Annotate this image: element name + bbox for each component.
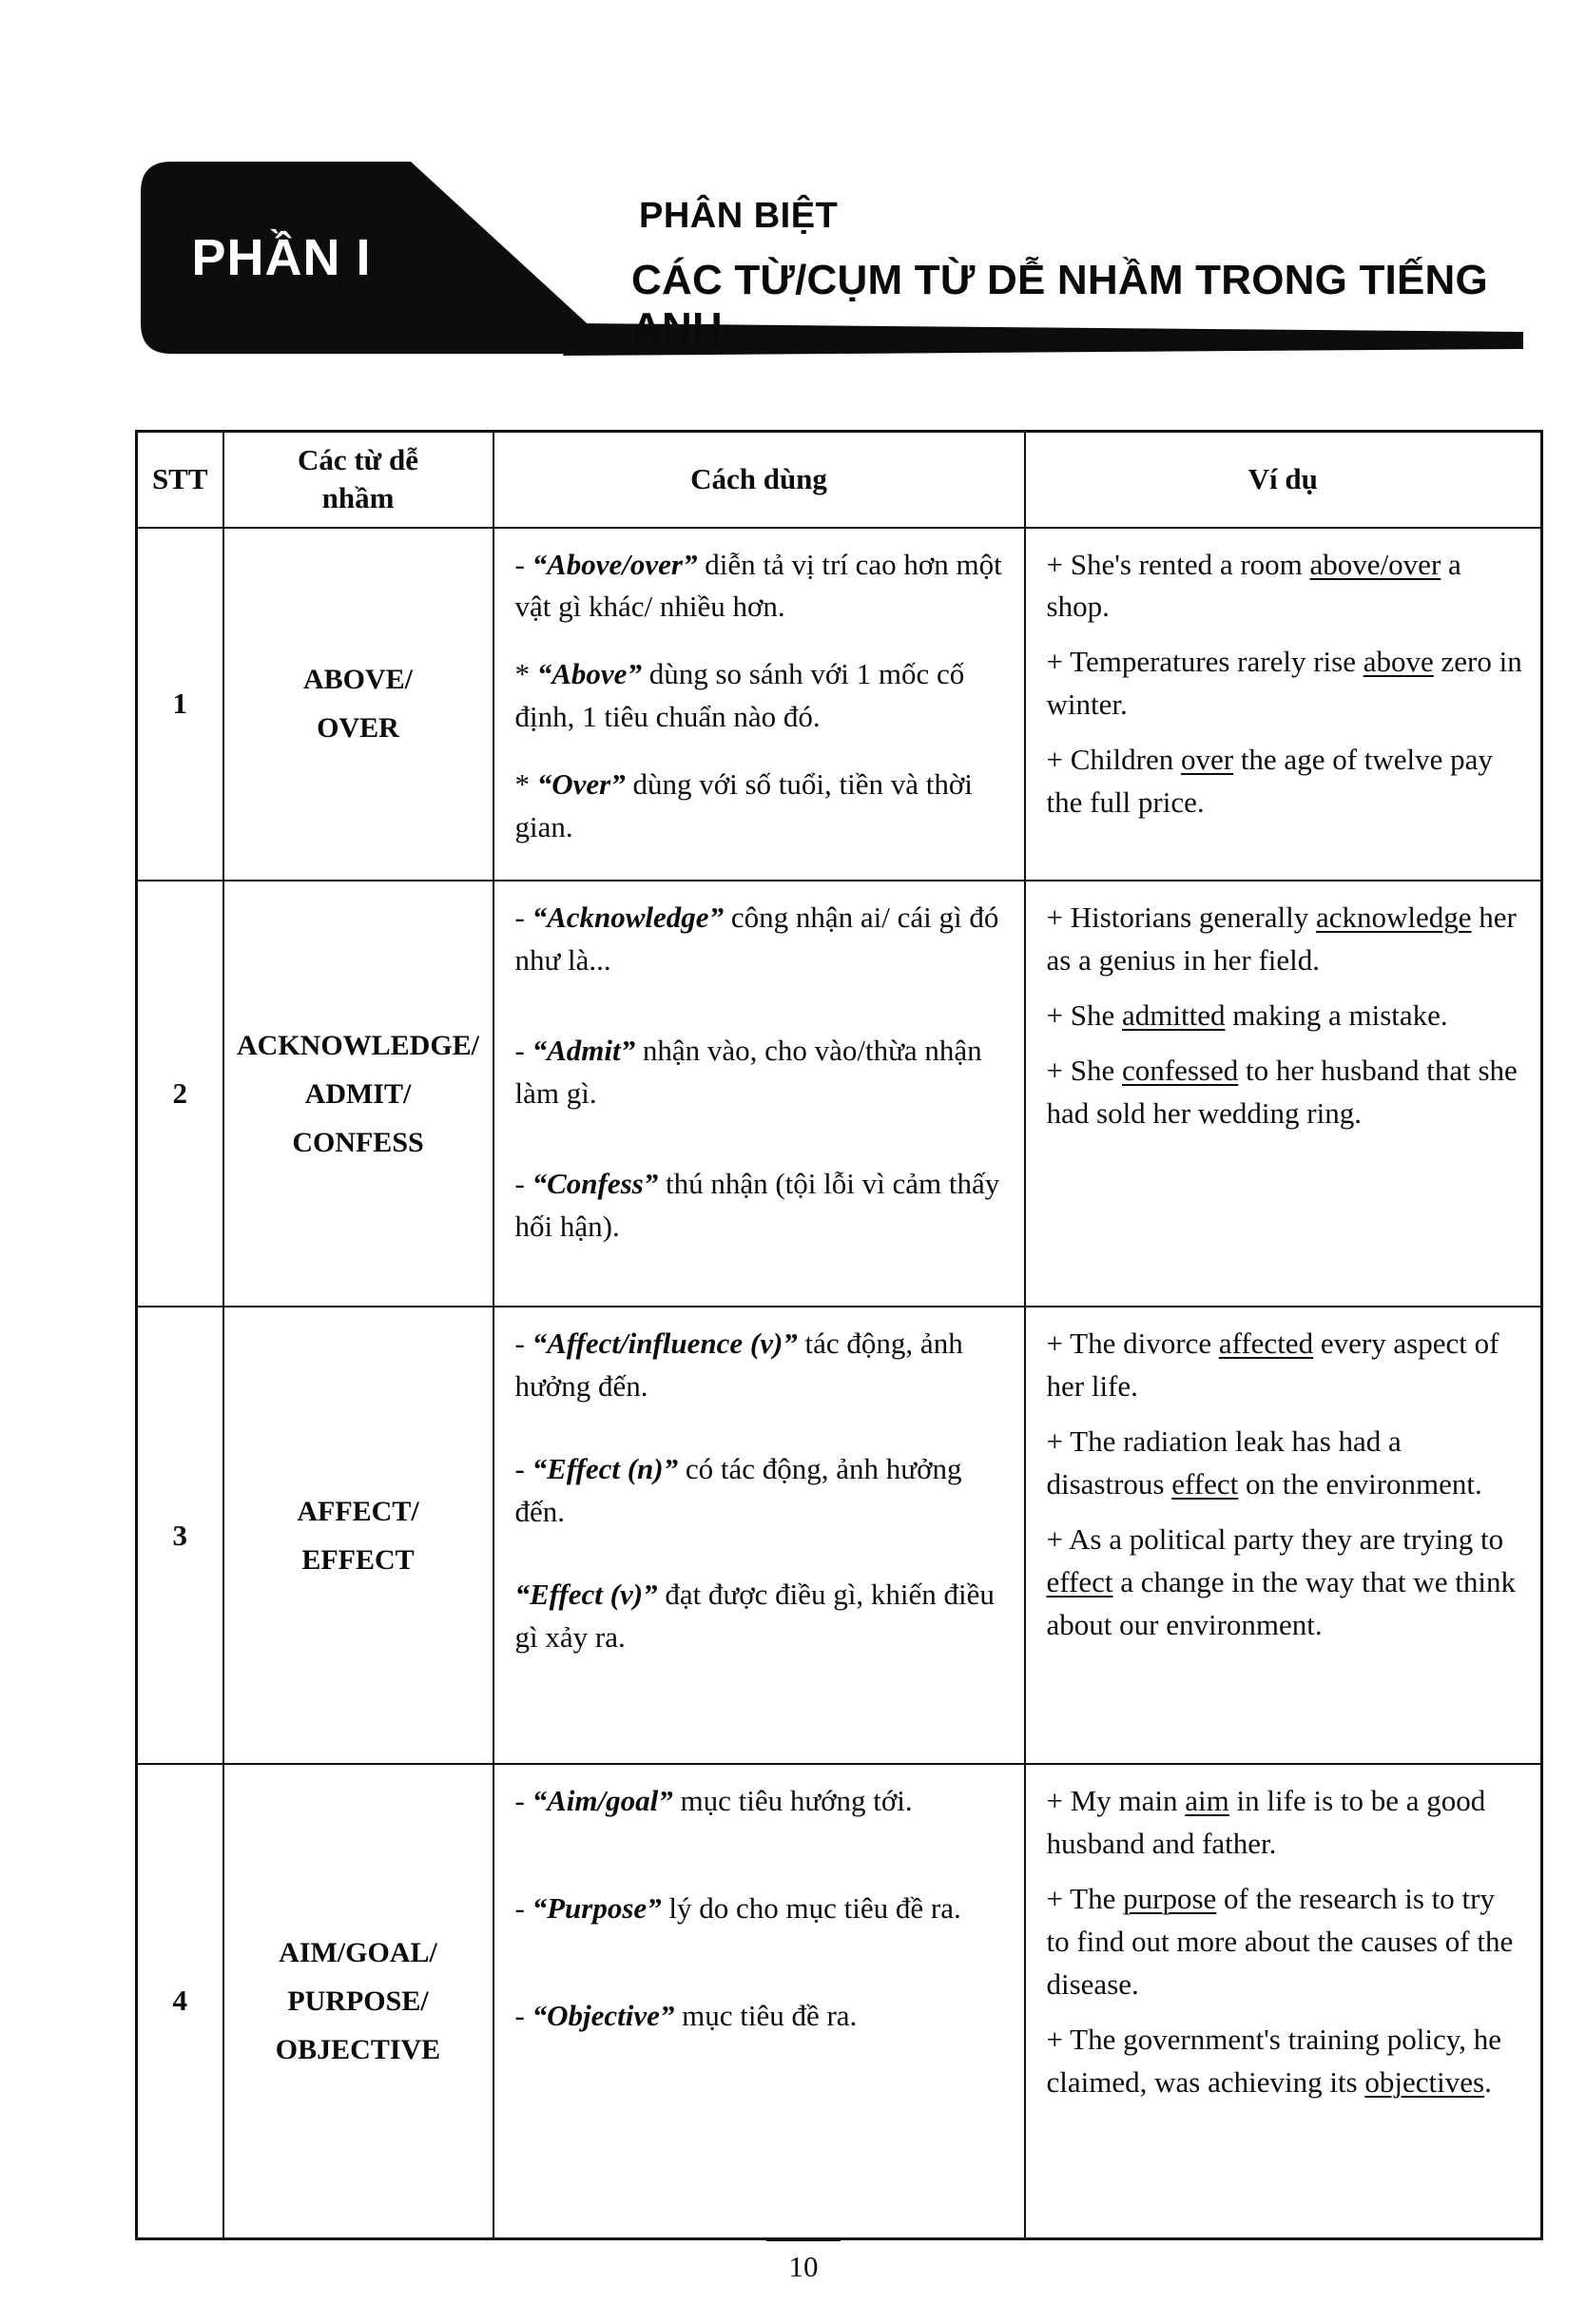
text-segment: + My main (1046, 1784, 1186, 1818)
paragraph (515, 1780, 1007, 1823)
text-segment: “Above/over” (532, 547, 698, 581)
paragraph (515, 544, 1007, 629)
table-header-row (137, 432, 1542, 528)
text-segment: “Aim/goal” (532, 1784, 673, 1818)
text-segment: “Objective” (532, 1999, 675, 2032)
text-segment: above/over (1309, 547, 1441, 581)
text-segment: on the environment. (1238, 1466, 1482, 1501)
text-segment: đạt được điều gì, khiến điều gì xảy ra. (514, 1577, 995, 1654)
text-segment: mục tiêu hướng tới. (672, 1784, 913, 1818)
words-cell: AFFECT/ EFFECT (223, 1307, 493, 1764)
text-segment: over (1180, 743, 1234, 777)
paragraph (1047, 641, 1524, 726)
text-segment: + The (1046, 1882, 1124, 1915)
text-segment: to her husband that she had sold her wedding ring. (1046, 1053, 1518, 1130)
paragraph (515, 1448, 1007, 1534)
text-segment: dùng so sánh với 1 mốc cố định, 1 tiêu chuẩn nào đó. (514, 657, 965, 734)
paragraph (1047, 739, 1524, 824)
words-cell: ABOVE/ OVER (223, 528, 493, 881)
text-segment: a shop. (1046, 547, 1461, 624)
text-segment: - (514, 1327, 532, 1361)
text-segment: aim (1185, 1784, 1229, 1818)
text-segment: affected (1218, 1327, 1314, 1361)
text-segment: “Confess” (532, 1166, 659, 1200)
text-segment: “Effect (v)” (514, 1577, 658, 1611)
table-row (137, 528, 1542, 881)
table-row (137, 881, 1542, 1307)
text-segment: every aspect of her life. (1046, 1327, 1499, 1404)
text-segment: . (1484, 2064, 1492, 2099)
column-header-words: Các từ dễ nhầm (223, 432, 493, 528)
text-segment: - (514, 1784, 532, 1818)
paragraph (515, 897, 1007, 982)
examples-cell (1025, 1307, 1542, 1764)
usage-cell (493, 1307, 1025, 1764)
text-segment: - (514, 1034, 532, 1067)
text-segment: nhận vào, cho vào/thừa nhận làm gì. (514, 1034, 982, 1110)
text-segment: “Over” (536, 767, 626, 802)
text-segment: “Affect/influence (v)” (532, 1327, 798, 1361)
text-segment: a change in the way that we think about our environment. (1046, 1564, 1517, 1641)
text-segment: “Purpose” (532, 1891, 662, 1926)
text-segment: purpose (1123, 1882, 1217, 1915)
paragraph (1047, 1780, 1524, 1866)
part-label: PHẦN I (191, 229, 372, 286)
text-segment: zero in winter. (1046, 645, 1522, 722)
confusable-words-table (135, 430, 1543, 2240)
text-segment: - (514, 547, 532, 581)
text-segment: thú nhận (tội lỗi vì cảm thấy hối hận). (514, 1166, 1000, 1243)
header-title-line1: PHÂN BIỆT (639, 196, 839, 236)
text-segment: + The radiation leak has had a disastrous (1046, 1424, 1402, 1501)
paragraph (515, 1574, 1007, 1659)
stt-cell: 1 (137, 528, 223, 881)
text-segment: * (514, 767, 537, 802)
text-segment: + Temperatures rarely rise (1046, 645, 1364, 679)
words-cell: AIM/GOAL/ PURPOSE/ OBJECTIVE (223, 1764, 493, 2238)
paragraph (515, 1163, 1007, 1249)
paragraph (1047, 2019, 1524, 2104)
text-segment: * (514, 657, 537, 691)
text-segment: công nhận ai/ cái gì đó như là... (514, 901, 999, 978)
words-cell: ACKNOWLEDGE/ ADMIT/ CONFESS (223, 881, 493, 1307)
text-segment: effect (1046, 1564, 1113, 1598)
text-segment: - (514, 1452, 532, 1485)
page-number-rule (766, 2238, 841, 2241)
text-segment: “Admit” (532, 1034, 636, 1067)
stt-cell: 2 (137, 881, 223, 1307)
stt-cell: 3 (137, 1307, 223, 1764)
paragraph (1047, 1050, 1524, 1135)
paragraph (515, 653, 1007, 739)
text-segment: + Historians generally (1046, 901, 1316, 935)
text-segment: objectives (1364, 2064, 1485, 2099)
text-segment: có tác động, ảnh hưởng đến. (514, 1452, 962, 1528)
text-segment: - (514, 1166, 532, 1200)
header-title-line2: CÁC TỪ/CỤM TỪ DỄ NHẦM TRONG TIẾNG ANH (631, 257, 1488, 351)
text-segment: acknowledge (1316, 901, 1472, 935)
text-segment: - (514, 1999, 532, 2032)
paragraph (515, 764, 1007, 849)
paragraph (515, 1995, 1007, 2038)
text-segment: mục tiêu đề ra. (674, 1999, 858, 2032)
paragraph (515, 1030, 1007, 1115)
column-header-stt: STT (137, 432, 223, 528)
text-segment: “Acknowledge” (532, 901, 725, 935)
text-segment: her as a genius in her field. (1046, 901, 1517, 978)
text-segment: of the research is to try to find out more about the causes of the disease. (1046, 1882, 1514, 2001)
examples-cell (1025, 881, 1542, 1307)
paragraph (515, 1323, 1007, 1408)
column-header-usage: Cách dùng (493, 432, 1025, 528)
text-segment: + She (1046, 1053, 1122, 1087)
text-segment: dùng với số tuổi, tiền và thời gian. (514, 767, 973, 844)
paragraph (1047, 1323, 1524, 1408)
usage-cell (493, 1764, 1025, 2238)
text-segment: tác động, ảnh hưởng đến. (514, 1327, 963, 1404)
text-segment: effect (1171, 1466, 1239, 1501)
paragraph (1047, 995, 1524, 1037)
page-number: 10 (788, 2250, 819, 2283)
paragraph (1047, 1878, 1524, 2006)
text-segment: in life is to be a good husband and father. (1046, 1784, 1486, 1861)
text-segment: confessed (1121, 1053, 1239, 1087)
stt-cell: 4 (137, 1764, 223, 2238)
paragraph (1047, 1519, 1524, 1647)
paragraph (1047, 544, 1524, 629)
text-segment: diễn tả vị trí cao hơn một vật gì khác/ nhiều hơn. (514, 547, 1002, 624)
text-segment: admitted (1121, 998, 1226, 1032)
text-segment: above (1363, 645, 1434, 679)
examples-cell (1025, 1764, 1542, 2238)
text-segment: + She's rented a room (1046, 547, 1310, 581)
text-segment: + The divorce (1046, 1327, 1219, 1361)
column-header-examples: Ví dụ (1025, 432, 1542, 528)
table-row (137, 1307, 1542, 1764)
usage-cell (493, 881, 1025, 1307)
usage-cell (493, 528, 1025, 881)
text-segment: - (514, 1891, 532, 1926)
text-segment: + As a political party they are trying to (1046, 1521, 1504, 1556)
text-segment: the age of twelve pay the full price. (1046, 743, 1493, 820)
examples-cell (1025, 528, 1542, 881)
text-segment: lý do cho mục tiêu đề ra. (661, 1891, 961, 1926)
text-segment: “Above” (536, 657, 642, 691)
paragraph (1047, 1421, 1524, 1506)
text-segment: + Children (1046, 743, 1181, 777)
text-segment: making a mistake. (1225, 998, 1448, 1032)
paragraph (1047, 897, 1524, 982)
paragraph (515, 1888, 1007, 1930)
text-segment: + The government's training policy, he claimed, was achieving its (1046, 2022, 1501, 2099)
text-segment: + She (1046, 998, 1122, 1032)
text-segment: “Effect (n)” (532, 1452, 679, 1485)
text-segment: - (514, 901, 532, 935)
table-row (137, 1764, 1542, 2238)
